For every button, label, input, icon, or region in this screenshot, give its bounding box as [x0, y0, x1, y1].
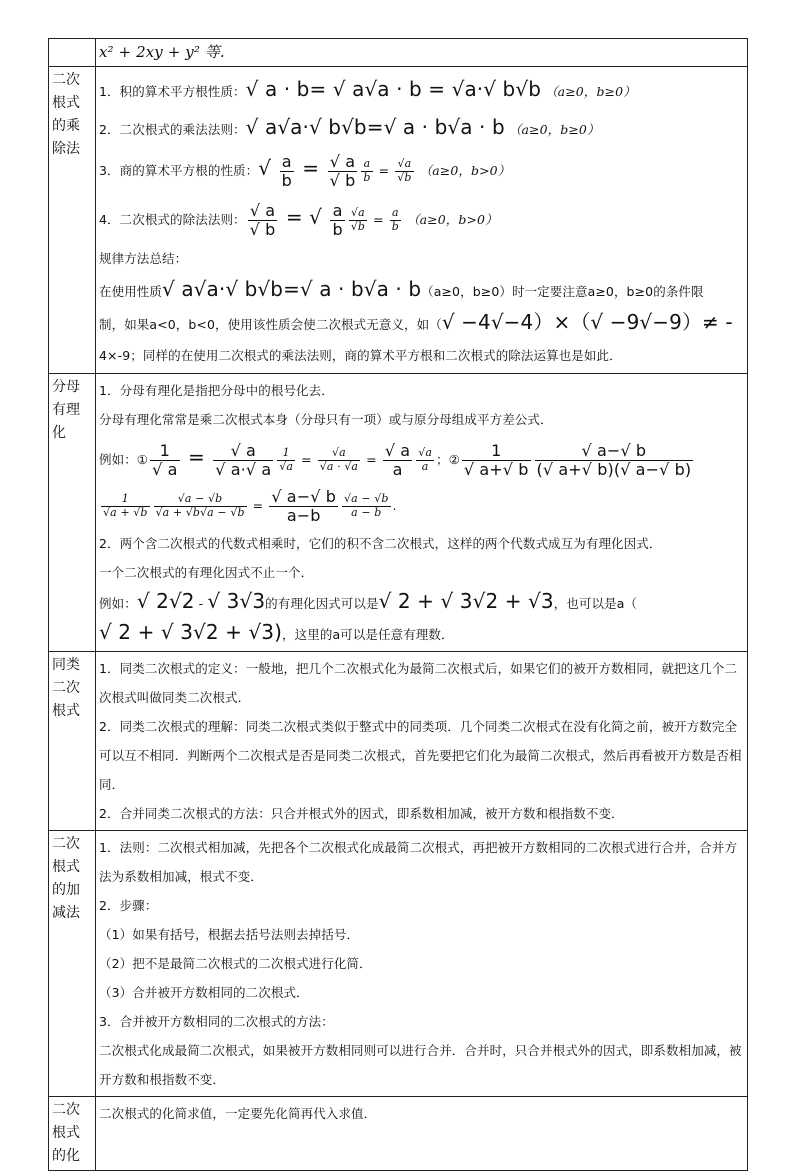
property-line-3: 3．商的算术平方根的性质：√ $\frac{a}{b}$ = $\frac{√ a}{√ b}$ $\frac{a}{b}$ = $\frac{√a}{√b}$ （a≥0，b>0） [99, 151, 511, 190]
property-4-label: 4．二次根式的除法法则： [99, 212, 246, 227]
example-3-frac-2: $\frac{√a - √b}{√a + √b√a - √b}$ [155, 492, 245, 519]
property-3-frac-4: $\frac{√a}{√b}$ [397, 157, 412, 184]
like-radicals-understanding: 2．同类二次根式的理解：同类二次根式类似于整式中的同类项．几个同类二次根式在没有化简之前，被开方数完全可以互不相同．判断两个二次根式是否是同类二次根式，首先要把它们化为最简二次根式，然后再看被开方数是否相同． [99, 719, 742, 792]
topic-simplify-evaluate: 二次根式的化 [49, 1097, 96, 1171]
topic-addition-subtraction: 二次根式的加减法 [49, 831, 96, 1097]
simplify-evaluate-text: 二次根式的化简求值，一定要先化简再代入求值． [99, 1106, 377, 1121]
like-radicals-combining: 2．合并同类二次根式的方法：只合并根式外的因式，即系数相加减，被开方数和根指数不变． [99, 806, 624, 821]
content-like-radicals [96, 652, 748, 831]
property-4-condition: （a≥0，b>0） [406, 212, 498, 227]
property-1-formula: √ a · b= √ a√a · b = √a·√ b√b [245, 77, 541, 101]
step-2: （2）把不是最简二次根式的二次根式进行化简． [99, 956, 372, 971]
example-3-frac-1: $\frac{1}{√a + √b}$ [103, 492, 148, 519]
example-3-frac-3: $\frac{√ a-√ b}{a-b}$ [271, 486, 336, 525]
combine-method-text: 二次根式化成最简二次根式，如果被开方数相同则可以进行合并．合并时，只合并根式外的因式，即系数相加减，被开方数和根指数不变． [99, 1043, 742, 1087]
property-line-4: 4．二次根式的除法法则： $\frac{√ a}{√ b}$ = √ $\frac{a}{b}$ $\frac{√a}{√b}$ = $\frac{a}{b}$ （a≥0，b>0） [99, 200, 498, 239]
addition-rule: 1．法则：二次根式相加减，先把各个二次根式化成最简二次根式，再把被开方数相同的二次根式进行合并，合并方法为系数相加减，根式不变． [99, 840, 738, 884]
rationalizing-example-line-1: 例如：√ 2√2 - √ 3√3的有理化因式可以是√ 2 + √ 3√2 + √3，也可以是a（ [99, 589, 638, 613]
example-3-frac-4: $\frac{√a - √b}{a - b}$ [343, 492, 389, 519]
row-multiplication-division [49, 67, 748, 374]
property-4-frac-4: $\frac{a}{b}$ [391, 206, 399, 233]
example-2-frac-2: $\frac{√ a-√ b}{(√ a+√ b)(√ a-√ b)}$ [536, 440, 692, 479]
topic-multiplication-division: 二次根式的乘除法 [49, 67, 96, 374]
summary-formula: √ a√a·√ b√b=√ a · b√a · b [162, 277, 422, 301]
example-line-1: 例如：① $\frac{1}{√ a}$ = $\frac{√ a}{√ a\cdot√ a}$ $\frac{1}{√a}$ = $\frac{√a}{√a \cdot √a}$ = $\frac{√ a}{a}$ $\frac{√a}{a}$ ；② $\frac{1}{√ a+√ b}$ $\frac{√ a-√ b}{(√ a+√ b)(√ a-√ b)}$ [99, 440, 692, 479]
property-3-root: √ [258, 156, 278, 180]
content-cell [96, 39, 748, 67]
property-3-frac-2: $\frac{√ a}{√ b}$ [329, 151, 356, 190]
rationalizing-example-line-2: √ 2 + √ 3√2 + √3)，这里的a可以是任意有理数． [99, 620, 454, 644]
property-4-frac-2: $\frac{a}{b}$ [332, 200, 343, 239]
property-3-condition: （a≥0，b>0） [419, 163, 511, 178]
example-1-frac-4: $\frac{√a}{√a \cdot √a}$ [319, 446, 359, 473]
row-continuation [49, 39, 748, 67]
property-line-1 [99, 69, 745, 112]
content-rationalization [96, 374, 748, 652]
row-rationalization [49, 374, 748, 652]
property-3-frac-3: $\frac{a}{b}$ [363, 157, 371, 184]
property-4-frac-3: $\frac{√a}{√b}$ [350, 206, 366, 233]
rationalization-definition: 1．分母有理化是指把分母中的根号化去． [99, 383, 334, 398]
rationalization-method: 分母有理化常常是乘二次根式本身（分母只有一项）或与原分母组成平方差公式． [99, 412, 553, 427]
row-addition-subtraction [49, 831, 748, 1097]
summary-line-1: 在使用性质√ a√a·√ b√b=√ a · b√a · b（a≥0，b≥0）时一定要注意a≥0，b≥0的条件限 [99, 277, 704, 301]
step-3: （3）合并被开方数相同的二次根式． [99, 985, 309, 1000]
step-1: （1）如果有括号，根据去括号法则去掉括号． [99, 927, 360, 942]
summary-line-3: 4×-9；同样的在使用二次根式的乘法法则，商的算术平方根和二次根式的除法运算也是如此． [99, 348, 622, 363]
expansion-formula: x² + 2xy + y² 等. [99, 43, 225, 61]
rationalizing-factor-definition: 2．两个含二次根式的代数式相乘时，它们的积不含二次根式，这样的两个代数式成互为有理化因式． [99, 536, 662, 551]
property-1-label: 1．积的算术平方根性质： [99, 84, 246, 99]
summary-title: 规律方法总结： [99, 251, 188, 266]
property-4-frac-1: $\frac{√ a}{√ b}$ [249, 200, 276, 239]
example-1-frac-6: $\frac{√a}{a}$ [418, 446, 432, 473]
example-1-frac-2: $\frac{√ a}{√ a\cdot√ a}$ [215, 440, 272, 479]
property-1-condition: （a≥0，b≥0） [545, 84, 636, 99]
topic-rationalization: 分母有理化 [49, 374, 96, 652]
summary-example-formula: √ −4√−4）×（√ −9√−9）≠ - [441, 310, 733, 334]
example-2-frac-1: $\frac{1}{√ a+√ b}$ [463, 440, 529, 479]
property-2-condition: （a≥0，b≥0） [508, 122, 600, 137]
summary-line-2: 制，如果a<0，b<0，使用该性质会使二次根式无意义，如（√ −4√−4）×（√ −9√−9）≠ - [99, 310, 733, 334]
topic-like-radicals: 同类二次根式 [49, 652, 96, 831]
like-radicals-definition: 1．同类二次根式的定义：一般地，把几个二次根式化为最简二次根式后，如果它们的被开方数相同，就把这几个二次根式叫做同类二次根式． [99, 661, 738, 705]
content-multiplication-division [96, 67, 748, 374]
knowledge-table [48, 38, 748, 1171]
row-like-radicals [49, 652, 748, 831]
example-1-frac-1: $\frac{1}{√ a}$ [152, 440, 178, 479]
content-simplify-evaluate [96, 1097, 748, 1171]
property-3-label: 3．商的算术平方根的性质： [99, 163, 259, 178]
content-addition-subtraction [96, 831, 748, 1097]
topic-cell-empty [49, 39, 96, 67]
notes-sheet [48, 38, 748, 1171]
rationalizing-factor-note: 一个二次根式的有理化因式不止一个． [99, 565, 314, 580]
example-1-frac-3: $\frac{1}{√a}$ [279, 446, 294, 473]
property-line-2 [99, 112, 745, 145]
example-1-frac-5: $\frac{√ a}{a}$ [384, 440, 411, 479]
combine-method-title: 3．合并被开方数相同的二次根式的方法： [99, 1014, 334, 1029]
example-line-2: $\frac{1}{√a + √b}$ $\frac{√a - √b}{√a + √b√a - √b}$ = $\frac{√ a-√ b}{a-b}$ $\frac{√a - √b}{a - b}$ . [103, 486, 397, 525]
row-simplify-evaluate [49, 1097, 748, 1171]
property-2-formula: √ a√a·√ b√b=√ a · b√a · b [245, 115, 505, 139]
steps-title: 2．步骤： [99, 898, 158, 913]
property-3-frac-1: $\frac{a}{b}$ [281, 151, 292, 190]
property-2-label: 2．二次根式的乘法法则： [99, 122, 246, 137]
